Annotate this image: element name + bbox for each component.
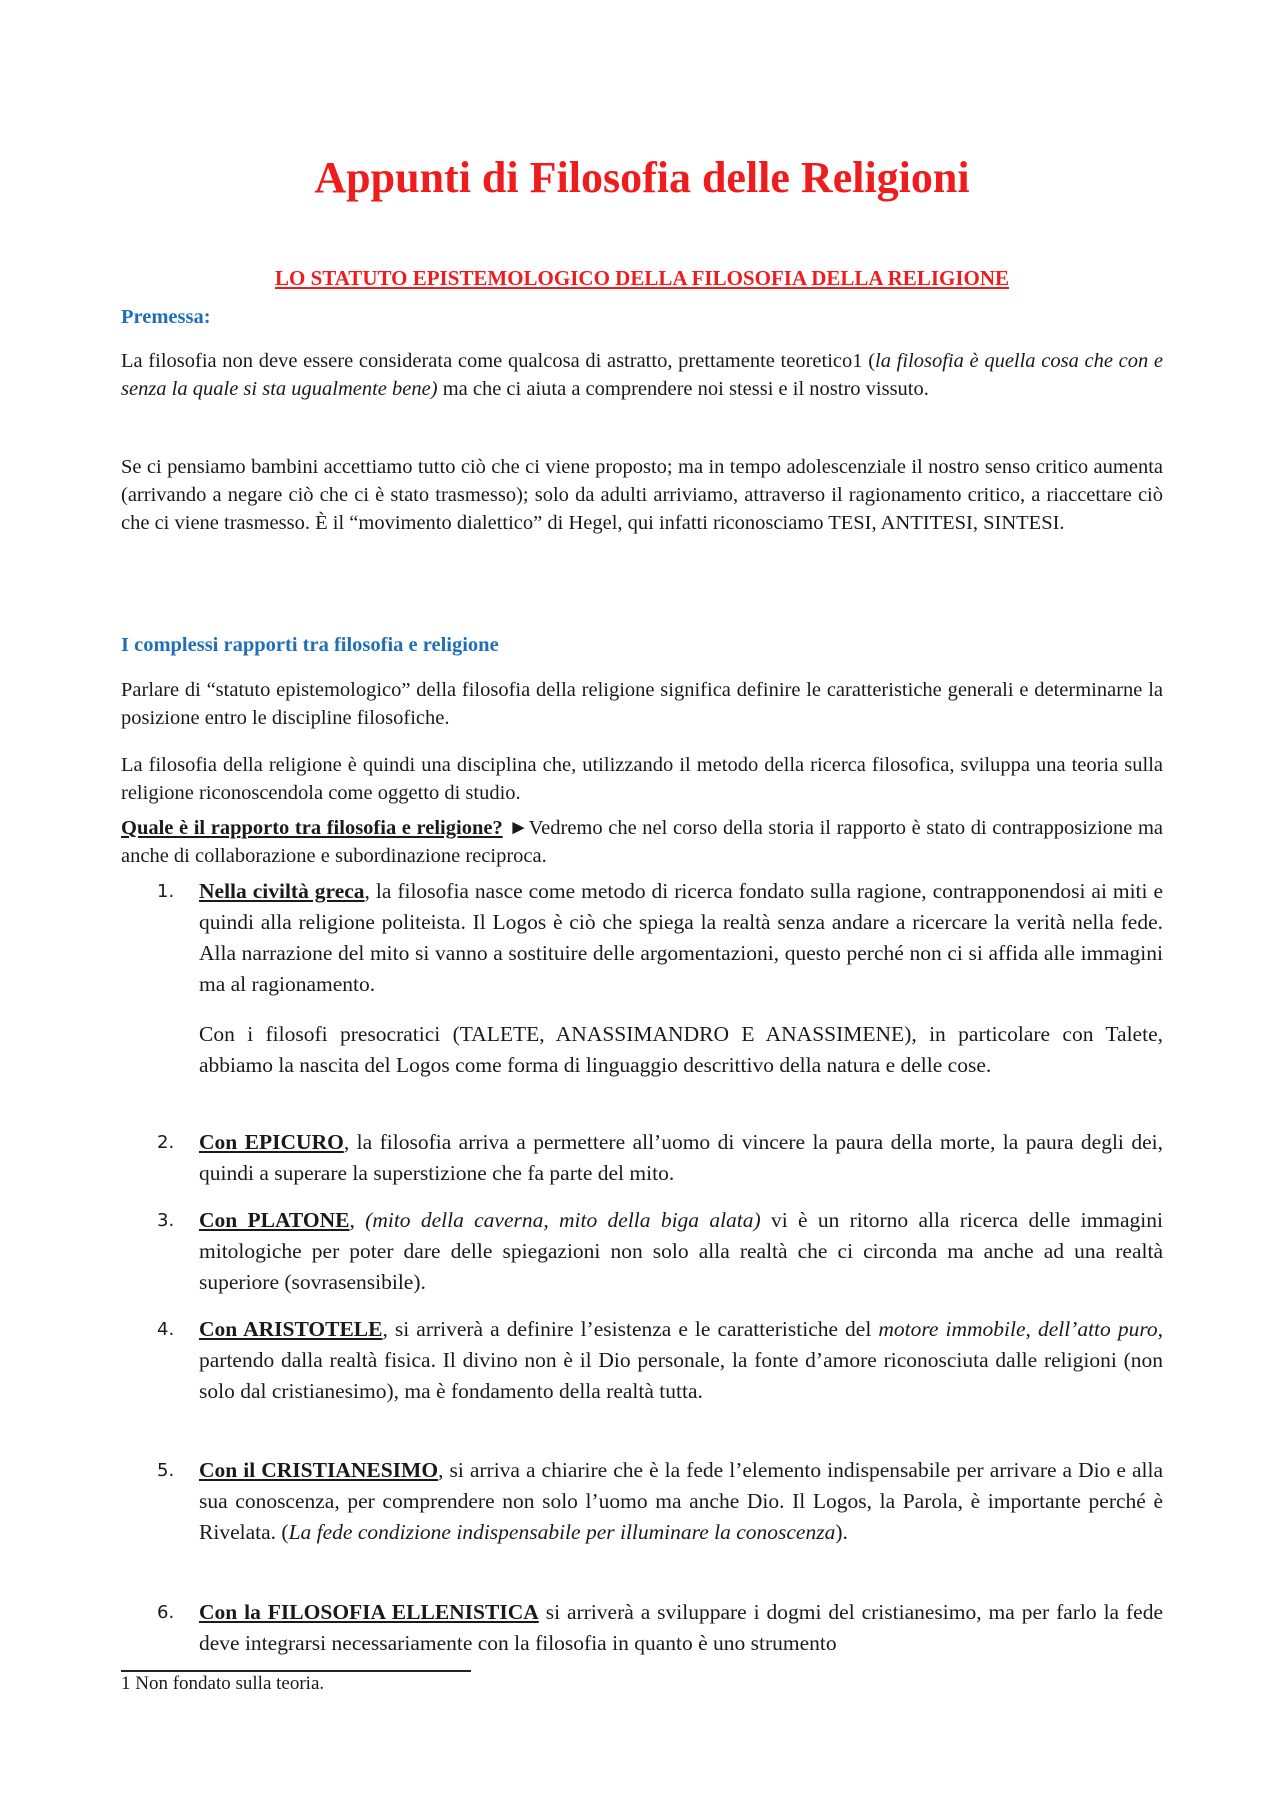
premessa-text: La filosofia non deve essere considerata come qualcosa di astratto, prettamente teoretico1 ( bbox=[121, 350, 876, 372]
document-title: Appunti di Filosofia delle Religioni bbox=[314, 153, 970, 202]
list-text-end: ). bbox=[835, 1520, 848, 1544]
list-text-end: , partendo dalla realtà fisica. Il divino non è il Dio personale, la fonte d’amore riconosciuta dalle religioni (non solo dal cristianesimo), ma è fondamento della realtà tutta. bbox=[199, 1317, 1164, 1403]
list-item-3 bbox=[157, 1205, 1164, 1298]
rapporti-question-rest: ►Vedremo che nel corso della storia il rapporto è stato di contrapposizione ma anche di collaborazione e subordinazione reciproca. bbox=[121, 817, 1163, 867]
list-item-2 bbox=[157, 1127, 1163, 1189]
list-item-1 bbox=[157, 876, 1163, 1000]
premessa-italic: la filosofia è quella cosa che con e senza la quale si sta ugualmente bene) bbox=[121, 350, 1163, 400]
list-item-1-extra: Con i filosofi presocratici (TALETE, ANASSIMANDRO E ANASSIMENE), in particolare con Talete, abbiamo la nascita del Logos come forma di linguaggio descrittivo della natura e delle cose. bbox=[199, 1022, 1163, 1077]
list-text: , si arriverà a definire l’esistenza e le caratteristiche del bbox=[382, 1317, 879, 1341]
list-italic: (mito della caverna, mito della biga alata) bbox=[365, 1208, 761, 1232]
premessa-text-end: ma che ci aiuta a comprendere noi stessi e il nostro vissuto. bbox=[437, 378, 929, 400]
premessa-heading: Premessa: bbox=[121, 306, 211, 328]
list-lead: Con EPICURO bbox=[199, 1130, 344, 1154]
list-number: 1. bbox=[157, 881, 175, 902]
premessa-paragraph-2: Se ci pensiamo bambini accettiamo tutto ciò che ci viene proposto; ma in tempo adolescenziale il nostro senso critico aumenta (arrivando a negare ciò che ci è stato trasmesso); solo da adulti arriviamo, attraverso il ragionamento critico, a riaccettare ciò che ci viene trasmesso. È il “movimento dialettico” di Hegel, qui infatti riconosciamo TESI, ANTITESI, SINTESI. bbox=[121, 456, 1163, 534]
list-number: 2. bbox=[157, 1132, 175, 1153]
footnote: 1 Non fondato sulla teoria. bbox=[121, 1673, 325, 1694]
rapporti-question-paragraph bbox=[121, 814, 1163, 870]
list-text-mid: , bbox=[1025, 1317, 1038, 1341]
list-italic: motore immobile bbox=[878, 1317, 1026, 1341]
rapporti-paragraph-1: Parlare di “statuto epistemologico” della filosofia della religione significa definire le caratteristiche generali e determinarne la posizione entro le discipline filosofiche. bbox=[121, 679, 1163, 729]
list-text: , bbox=[349, 1208, 366, 1232]
list-item-6 bbox=[157, 1597, 1164, 1659]
section-subtitle: LO STATUTO EPISTEMOLOGICO DELLA FILOSOFIA DELLA RELIGIONE bbox=[274, 266, 1010, 290]
list-text: , si arriva a chiarire che è la fede l’elemento indispensabile per arrivare a Dio e alla sua conoscenza, per comprendere non solo l’uomo ma anche Dio. Il Logos, la Parola, è importante perché è Rivelata. ( bbox=[199, 1458, 1164, 1544]
rapporti-heading: I complessi rapporti tra filosofia e religione bbox=[121, 634, 499, 656]
rapporti-question: Quale è il rapporto tra filosofia e religione? bbox=[121, 817, 503, 839]
list-lead: Con la FILOSOFIA ELLENISTICA bbox=[199, 1600, 539, 1624]
list-item-5 bbox=[157, 1455, 1164, 1548]
list-lead: Con il CRISTIANESIMO bbox=[199, 1458, 439, 1482]
list-number: 5. bbox=[157, 1460, 175, 1481]
list-text: , la filosofia arriva a permettere all’uomo di vincere la paura della morte, la paura degli dei, quindi a superare la superstizione che fa parte del mito. bbox=[199, 1130, 1163, 1185]
list-lead: Nella civiltà greca bbox=[199, 879, 365, 903]
list-number: 6. bbox=[157, 1602, 175, 1623]
list-lead: Con ARISTOTELE bbox=[199, 1317, 383, 1341]
list-number: 3. bbox=[157, 1210, 175, 1231]
list-item-4 bbox=[157, 1314, 1164, 1407]
list-text: , la filosofia nasce come metodo di ricerca fondato sulla ragione, contrapponendosi ai miti e quindi alla religione politeista. Il Logos è ciò che spiega la realtà senza andare a ricercare la verità nella fede. Alla narrazione del mito si vanno a sostituire delle argomentazioni, questo perché non ci si affida alle immagini ma al ragionamento. bbox=[199, 879, 1163, 996]
premessa-paragraph-1 bbox=[121, 347, 1163, 403]
list-text-end: vi è un ritorno alla ricerca delle immagini mitologiche per poter dare delle spiegazioni non solo alla realtà che ci circonda ma anche ad una realtà superiore (sovrasensibile). bbox=[199, 1208, 1164, 1294]
list-lead: Con PLATONE bbox=[199, 1208, 350, 1232]
rapporti-paragraph-2: La filosofia della religione è quindi una disciplina che, utilizzando il metodo della ricerca filosofica, sviluppa una teoria sulla religione riconoscendola come oggetto di studio. bbox=[121, 754, 1163, 804]
list-text: si arriverà a sviluppare i dogmi del cristianesimo, ma per farlo la fede deve integrarsi necessariamente con la filosofia in quanto è uno strumento bbox=[199, 1600, 1164, 1655]
list-italic: La fede condizione indispensabile per illuminare la conoscenza bbox=[288, 1520, 836, 1544]
list-number: 4. bbox=[157, 1319, 175, 1340]
list-italic-2: dell’atto puro bbox=[1037, 1317, 1158, 1341]
